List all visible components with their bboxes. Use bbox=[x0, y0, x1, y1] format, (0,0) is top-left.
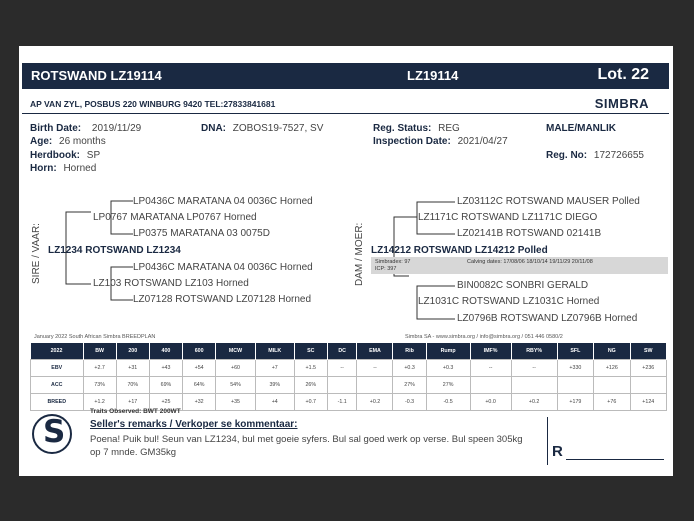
ebv-cell: 73% bbox=[83, 377, 116, 394]
ebv-cell: +60 bbox=[216, 360, 256, 377]
ebv-header-cell: DC bbox=[327, 343, 357, 360]
ebv-cell: +54 bbox=[183, 360, 216, 377]
ebv-cell: +25 bbox=[149, 394, 182, 411]
ebv-header-cell: 2022 bbox=[31, 343, 84, 360]
dam-sire: LZ1171C ROTSWAND LZ1171C DIEGO bbox=[418, 212, 598, 223]
ebv-header-cell: SFL bbox=[557, 343, 593, 360]
ebv-row-label: BREED bbox=[31, 394, 84, 411]
ebv-cell: 26% bbox=[294, 377, 327, 394]
ebv-header-cell: 400 bbox=[149, 343, 182, 360]
contact-note: Simbra SA - www.simbra.org / info@simbra.org / 051 446 0580/2 bbox=[405, 334, 563, 340]
ebv-cell: +0.7 bbox=[294, 394, 327, 411]
dam-stats-band bbox=[371, 257, 668, 274]
ebv-cell: +0.3 bbox=[426, 360, 470, 377]
ebv-header-cell: Rib bbox=[393, 343, 426, 360]
dam-sire-dam: LZ02141B ROTSWAND 02141B bbox=[457, 228, 602, 239]
ebv-cell: 70% bbox=[116, 377, 149, 394]
sire-sire-sire: LP0436C MARATANA 04 0036C Horned bbox=[133, 196, 313, 207]
ebv-cell: -- bbox=[470, 360, 511, 377]
ebv-cell: +35 bbox=[216, 394, 256, 411]
ebv-cell: +2.7 bbox=[83, 360, 116, 377]
dam-label: DAM / MOER: bbox=[354, 222, 365, 286]
ebv-row bbox=[31, 360, 667, 377]
ebv-header-cell: RBY% bbox=[511, 343, 557, 360]
ebv-cell: +17 bbox=[116, 394, 149, 411]
ebv-cell: -1.1 bbox=[327, 394, 357, 411]
calving-dates: Calving dates: 17/08/06 18/10/14 19/11/29 20/11/08 bbox=[467, 259, 593, 265]
remarks-title: Seller's remarks / Verkoper se kommentaar: bbox=[90, 419, 298, 430]
ebv-header-cell: EMA bbox=[357, 343, 393, 360]
ebv-cell: -0.3 bbox=[393, 394, 426, 411]
simbradex: Simbradex: 97 bbox=[375, 259, 411, 265]
price-label: R bbox=[552, 443, 563, 460]
ebv-cell: -- bbox=[511, 360, 557, 377]
reg-number: Reg. No: 172726655 bbox=[546, 150, 644, 161]
ebv-header-cell: BW bbox=[83, 343, 116, 360]
ebv-cell: 64% bbox=[183, 377, 216, 394]
ebv-cell bbox=[557, 377, 593, 394]
age: Age: 26 months bbox=[30, 136, 106, 147]
ebv-header-cell: 200 bbox=[116, 343, 149, 360]
traits-observed: Traits Observed: BWT 200WT bbox=[90, 408, 181, 415]
pedigree-lines bbox=[19, 46, 673, 336]
ebv-header-cell: MILK bbox=[255, 343, 294, 360]
sire-label: SIRE / VAAR: bbox=[31, 223, 42, 284]
dam-dam-dam: LZ0796B ROTSWAND LZ0796B Horned bbox=[457, 313, 638, 324]
ebv-header-cell: MCW bbox=[216, 343, 256, 360]
ebv-header-cell: SC bbox=[294, 343, 327, 360]
animal-id: LZ19114 bbox=[407, 68, 459, 83]
ebv-cell: +31 bbox=[116, 360, 149, 377]
ebv-cell bbox=[594, 377, 630, 394]
reg-status: Reg. Status: REG bbox=[373, 123, 460, 134]
ebv-cell: +124 bbox=[630, 394, 667, 411]
sire-dam-sire: LP0436C MARATANA 04 0036C Horned bbox=[133, 262, 313, 273]
ebv-cell: +236 bbox=[630, 360, 667, 377]
sire-dam-dam: LZ07128 ROTSWAND LZ07128 Horned bbox=[133, 294, 312, 305]
ebv-row-label: ACC bbox=[31, 377, 84, 394]
ebv-cell: +1.5 bbox=[294, 360, 327, 377]
sire-name: LZ1234 ROTSWAND LZ1234 bbox=[48, 245, 181, 256]
ebv-cell: +76 bbox=[594, 394, 630, 411]
sire-dam: LZ103 ROTSWAND LZ103 Horned bbox=[93, 278, 249, 289]
ebv-cell: -- bbox=[357, 360, 393, 377]
ebv-cell: +1.2 bbox=[83, 394, 116, 411]
ebv-cell: -- bbox=[327, 360, 357, 377]
ebv-table bbox=[30, 343, 667, 411]
ebv-cell: 54% bbox=[216, 377, 256, 394]
ebv-cell bbox=[327, 377, 357, 394]
ebv-cell: +32 bbox=[183, 394, 216, 411]
ebv-cell: +330 bbox=[557, 360, 593, 377]
ebv-cell: 69% bbox=[149, 377, 182, 394]
ebv-cell: +0.3 bbox=[393, 360, 426, 377]
ebv-cell bbox=[357, 377, 393, 394]
sire-sire-dam: LP0375 MARATANA 03 0075D bbox=[133, 228, 270, 239]
animal-name: ROTSWAND LZ19114 bbox=[31, 68, 162, 83]
lot-card bbox=[19, 46, 673, 476]
ebv-header-cell: IMF% bbox=[470, 343, 511, 360]
icp: ICP: 397 bbox=[375, 266, 397, 272]
ebv-header-cell: 600 bbox=[183, 343, 216, 360]
breed-label: SIMBRA bbox=[594, 96, 649, 111]
ebv-cell: +0.2 bbox=[357, 394, 393, 411]
ebv-cell: 27% bbox=[393, 377, 426, 394]
ebv-cell bbox=[630, 377, 667, 394]
ebv-cell: +4 bbox=[255, 394, 294, 411]
herdbook: Herdbook: SP bbox=[30, 150, 101, 161]
ebv-cell bbox=[511, 377, 557, 394]
breedplan-note: January 2022 South African Simbra BREEDPLAN bbox=[34, 334, 156, 340]
ebv-header-cell: NG bbox=[594, 343, 630, 360]
ebv-cell: +179 bbox=[557, 394, 593, 411]
owner-address: AP VAN ZYL, POSBUS 220 WINBURG 9420 TEL:27833841681 bbox=[30, 99, 276, 109]
price-divider bbox=[547, 417, 548, 465]
ebv-header-cell: Rump bbox=[426, 343, 470, 360]
ebv-cell: 27% bbox=[426, 377, 470, 394]
sire-sire: LP0767 MARATANA LP0767 Horned bbox=[93, 212, 257, 223]
ebv-cell: +126 bbox=[594, 360, 630, 377]
ebv-cell bbox=[470, 377, 511, 394]
sex: MALE/MANLIK bbox=[546, 123, 616, 134]
lot-number: Lot. 22 bbox=[597, 66, 649, 83]
ebv-header-cell: SW bbox=[630, 343, 667, 360]
ebv-cell: +7 bbox=[255, 360, 294, 377]
dam-dam-sire: BIN0082C SONBRI GERALD bbox=[457, 280, 589, 291]
horn: Horn: Horned bbox=[30, 163, 97, 174]
ebv-cell: -0.5 bbox=[426, 394, 470, 411]
price-line bbox=[566, 459, 664, 460]
simbra-logo: S bbox=[32, 414, 72, 454]
ebv-row bbox=[31, 377, 667, 394]
ebv-row-label: EBV bbox=[31, 360, 84, 377]
dam-dam: LZ1031C ROTSWAND LZ1031C Horned bbox=[418, 296, 600, 307]
remarks-text: Poena! Puik bul! Seun van LZ1234, bul met goeie syfers. Bul sal goed werk op verse. Bul speen 305kg op 7 mnde. GM35kg bbox=[90, 434, 523, 458]
inspection-date: Inspection Date: 2021/04/27 bbox=[373, 136, 508, 147]
birth-date: Birth Date: 2019/11/29 bbox=[30, 123, 142, 134]
ebv-cell: +43 bbox=[149, 360, 182, 377]
ebv-cell: +0.0 bbox=[470, 394, 511, 411]
dna: DNA: ZOBOS19-7527, SV bbox=[201, 123, 324, 134]
dam-sire-sire: LZ03112C ROTSWAND MAUSER Polled bbox=[457, 196, 640, 207]
ebv-cell: +0.2 bbox=[511, 394, 557, 411]
ebv-cell: 39% bbox=[255, 377, 294, 394]
dam-name: LZ14212 ROTSWAND LZ14212 Polled bbox=[371, 245, 548, 256]
